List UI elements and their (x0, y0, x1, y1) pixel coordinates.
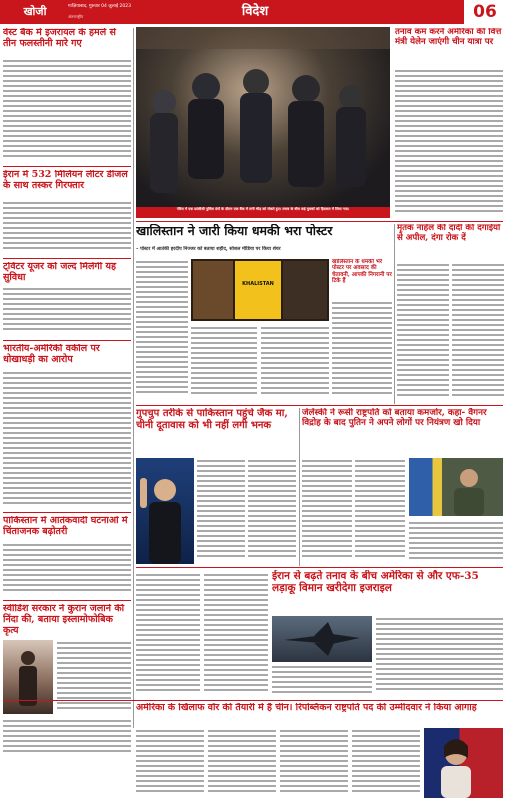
story-body-khalistan-b (191, 325, 257, 399)
jack-ma-photo (136, 458, 194, 564)
story-head-yellen: तनाव कम करने अमेरिका की वित्त मंत्री येलेन जाएंगी चीन यात्रा पर (395, 28, 502, 47)
story-head-iran-diesel: ईरान में 532 मिलियन लीटर डीजल के साथ तस्कर गिरफ्तार (3, 170, 128, 191)
divider (136, 405, 503, 406)
story-body-westbank (3, 58, 131, 164)
story-head-khalistan: खालिस्तान ने जारी किया धमकी भरा पोस्टर (136, 224, 333, 238)
story-body-yellen (395, 68, 503, 218)
poster-panel-left (193, 261, 233, 319)
story-body-pakistan-terror (3, 542, 131, 598)
person-silhouette-icon (409, 458, 503, 516)
story-body-us-d (352, 728, 420, 798)
story-body-iran-d (376, 616, 503, 698)
story-body-nahel-b (452, 262, 504, 402)
story-head-zelensky: जेलेंस्की ने रूसी राष्ट्रपति को बताया कमजोर, कहा- वैगनर विद्रोह के बाद पुतिन ने अपने लोगों पर नियंत्रण खो दिया (302, 408, 487, 429)
story-head-indian-lawyer: भारतीय-अमेरिकी वकील पर धोखाधड़ी का आरोप (3, 344, 100, 365)
paris-riot-photo (136, 27, 390, 207)
story-head-sweden-quran: स्वीडिश सरकार ने कुरान जलाने की निंदा की, बताया इस्लामोफोबिक कृत्य (3, 604, 125, 636)
story-body-zelensky-a (302, 458, 352, 564)
divider (136, 221, 503, 222)
nikki-haley-photo (424, 728, 503, 798)
story-subhead-khalistan: – पोस्टर में आतंकी हरदीप निज्जर को बताया शहीद, सोशल मीडिया पर किया शेयर (136, 247, 281, 252)
poster-panel-right (283, 261, 327, 319)
story-body-iran-c (272, 664, 372, 698)
story-head-pakistan-terror: पाकिस्तान में आतंकवादी घटनाओं में चिंताजनक बढ़ोतरी (3, 516, 128, 537)
story-body-zelensky-b (355, 458, 405, 564)
column-divider (299, 408, 300, 566)
story-body-zelensky-c (409, 520, 503, 564)
yellen-story (395, 28, 503, 218)
story-body-khalistan-c (261, 325, 329, 399)
story-body-iran-a (136, 572, 200, 698)
story-body-twitter (3, 286, 131, 338)
divider (136, 567, 503, 568)
divider (3, 700, 503, 701)
khalistan-poster-image (191, 259, 329, 321)
story-body-khalistan-d (332, 300, 392, 399)
story-head-iran-f35: ईरान से बढ़ते तनाव के बीच अमेरिका से और एफ-35 लड़ाकू विमान खरीदेगा इजराइल (272, 570, 479, 595)
story-body-jack-ma-b (248, 458, 296, 564)
zelensky-photo (409, 458, 503, 516)
story-body-iran-diesel (3, 200, 131, 256)
story-body-khalistan-a (136, 259, 188, 399)
crowd-illustration (136, 27, 390, 207)
column-divider (394, 224, 395, 404)
person-silhouette-icon (136, 458, 194, 564)
story-head-nahel: मृतक नाहेल की दादी की दंगाईयों से अपील, दंगा रोक दें (397, 224, 501, 243)
story-head-twitter: ट्विटर यूजर को जल्द मिलेगी यह सुविधा (3, 262, 117, 283)
divider (3, 512, 131, 513)
f35-jet-photo (272, 616, 372, 662)
paris-photo-caption: पेरिस में एक फ्रांसीसी पुलिस दंगों के दौरान एक बैंक में लगी भीड़ को रोकते हुए। तनाव के बीच कई युवकों को हिरासत में लिया गया। (136, 207, 390, 218)
person-silhouette-icon (3, 640, 53, 714)
poster-panel-center (235, 261, 281, 319)
column-divider (133, 28, 134, 728)
story-head-us-china: अमेरिका के खिलाफ वॉर की तैयारी में है चीन। रिपब्लिकन राष्ट्रपति पद की उम्मीदवार ने किया आगाह (136, 703, 477, 713)
person-silhouette-icon (424, 728, 503, 798)
story-body-indian-lawyer (3, 370, 131, 510)
story-body-nahel-a (397, 262, 449, 402)
section-title: विदेश (241, 4, 269, 19)
story-side-head-khalistan: खालिस्तान के धमकी भरे पोस्टर पर अवसाद की चेतावनी, आपकी निगरानी पर टिके हैं (332, 259, 392, 285)
story-body-sweden-quran-b (3, 718, 131, 758)
poster-text: KHALISTAN (242, 281, 274, 287)
divider (3, 340, 131, 341)
divider (3, 166, 131, 167)
story-head-westbank: वेस्ट बैंक में इजरायल के हमले से तीन फलस्तीनी मारे गए (3, 28, 116, 49)
fighter-jet-icon (272, 616, 372, 662)
sweden-protest-photo (3, 640, 53, 714)
divider (3, 258, 131, 259)
story-head-jack-ma: गुपचुप तरीके से पाकिस्तान पहुंचे जैक मा, चीनी दूतावास को भी नहीं लगी भनक (136, 408, 288, 431)
issue-date: गाज़ियाबाद, गुरुवार 04 जुलाई 2023 (68, 4, 131, 9)
newspaper-logo: खोजी (3, 2, 67, 22)
page-number: 06 (462, 0, 506, 24)
divider (3, 600, 131, 601)
story-body-us-c (280, 728, 348, 798)
story-body-iran-b (204, 572, 268, 698)
story-body-jack-ma-a (197, 458, 245, 564)
left-column (3, 28, 131, 796)
story-body-sweden-quran-a (57, 640, 131, 716)
issue-subline: अंतरराष्ट्रीय (68, 14, 84, 19)
story-body-us-b (208, 728, 276, 798)
story-body-us-a (136, 728, 204, 798)
